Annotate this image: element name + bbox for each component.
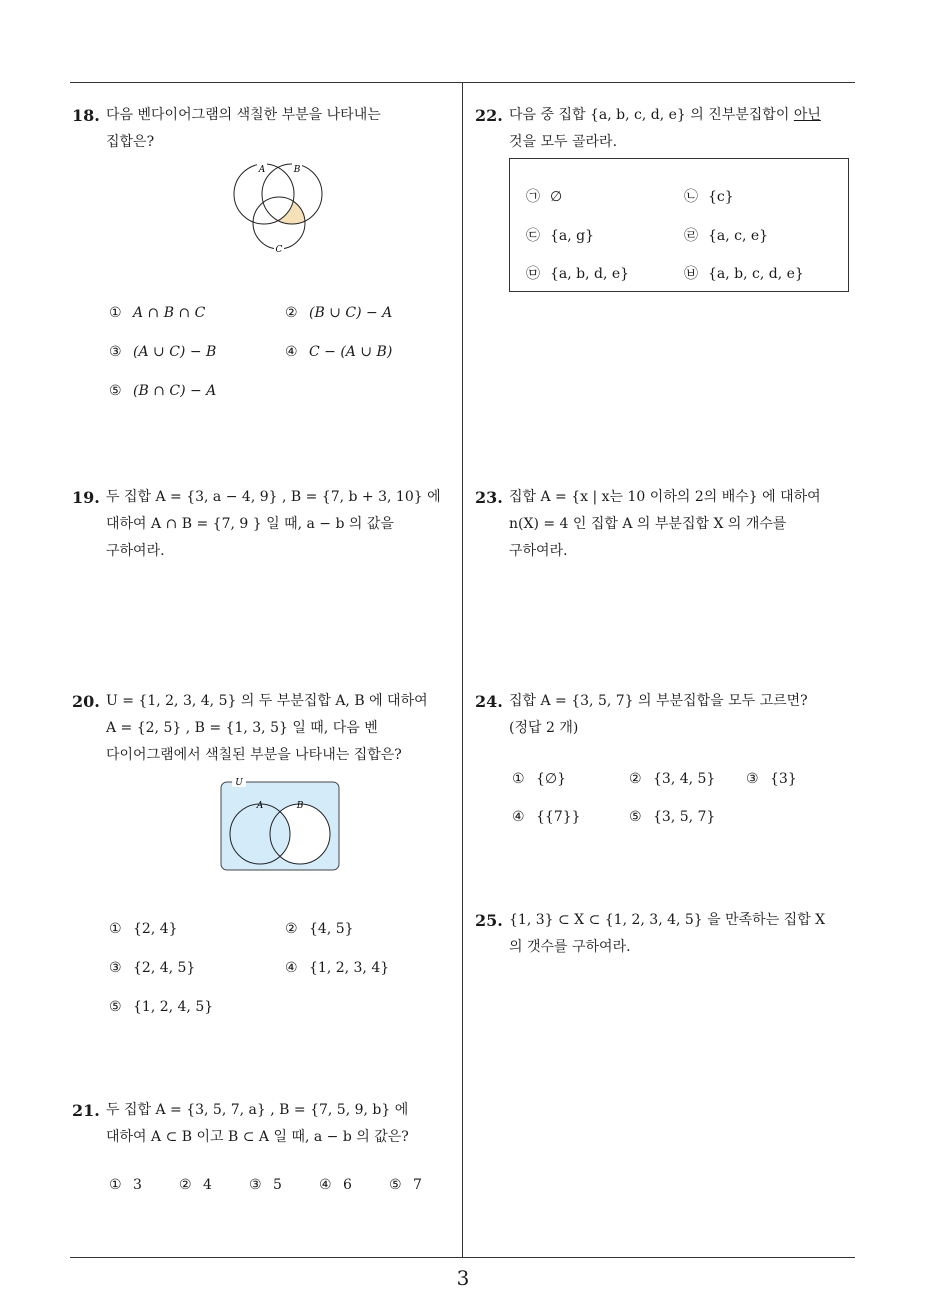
choice-5[interactable]: ㉤ {a, b, d, e} <box>526 266 630 282</box>
option-3[interactable]: ③ {3} <box>746 771 797 787</box>
question-stem: 다음 벤다이어그램의 색칠한 부분을 나타내는 집합은? <box>106 107 381 150</box>
option-5[interactable]: ⑤ 7 <box>389 1177 422 1193</box>
option-4[interactable]: ④ {{7}} <box>512 809 581 825</box>
choice-6[interactable]: ㉥ {a, b, c, d, e} <box>684 266 804 282</box>
venn-diagram-abc <box>232 160 332 258</box>
label-a: A <box>256 801 264 811</box>
choice-2[interactable]: ㉡ {c} <box>684 189 734 205</box>
option-1[interactable]: ① 3 <box>109 1177 142 1193</box>
question-stem: 집합 A = {3, 5, 7} 의 부분집합을 모두 고르면? (정답 2 개) <box>509 693 808 736</box>
label-a: A <box>258 165 266 175</box>
option-3[interactable]: ③ 5 <box>249 1177 282 1193</box>
question-stem: {1, 3} ⊂ X ⊂ {1, 2, 3, 4, 5} 을 만족하는 집합 X 의 갯수를 구하여라. <box>509 912 826 955</box>
option-2[interactable]: ② {3, 4, 5} <box>629 771 716 787</box>
question-number: 24. <box>475 692 503 711</box>
column-divider <box>462 83 463 1257</box>
bottom-rule <box>70 1257 855 1258</box>
option-4[interactable]: ④ 6 <box>319 1177 352 1193</box>
venn-diagram-ab <box>218 776 342 874</box>
option-2[interactable]: ② (B ∪ C) − A <box>285 305 393 321</box>
question-number: 23. <box>475 488 503 507</box>
label-b: B <box>293 165 301 175</box>
option-4[interactable]: ④ C − (A ∪ B) <box>285 344 393 360</box>
option-2[interactable]: ② 4 <box>179 1177 212 1193</box>
question-number: 25. <box>475 911 503 930</box>
option-1[interactable]: ① {2, 4} <box>109 921 178 937</box>
question-number: 19. <box>72 488 100 507</box>
question-number: 21. <box>72 1101 100 1120</box>
option-3[interactable]: ③ (A ∪ C) − B <box>109 344 217 360</box>
option-4[interactable]: ④ {1, 2, 3, 4} <box>285 960 390 976</box>
option-3[interactable]: ③ {2, 4, 5} <box>109 960 196 976</box>
label-c: C <box>275 245 283 255</box>
option-5[interactable]: ⑤ {3, 5, 7} <box>629 809 716 825</box>
label-b: B <box>296 801 304 811</box>
question-number: 18. <box>72 106 100 125</box>
choice-1[interactable]: ㉠ ∅ <box>526 189 563 205</box>
page-number: 3 <box>456 1266 470 1290</box>
option-1[interactable]: ① A ∩ B ∩ C <box>109 305 206 321</box>
question-stem: U = {1, 2, 3, 4, 5} 의 두 부분집합 A, B 에 대하여 A = {2, 5} , B = {1, 3, 5} 일 때, 다음 벤 다이어그램에서 색칠된 부분을 나타내는 집합은? <box>106 693 428 763</box>
emphasis-not: 아닌 <box>793 107 821 123</box>
question-number: 20. <box>72 692 100 711</box>
question-number: 22. <box>475 106 503 125</box>
choice-4[interactable]: ㉣ {a, c, e} <box>684 228 769 244</box>
question-stem: 집합 A = {x | x는 10 이하의 2의 배수} 에 대하여 n(X) = 4 인 집합 A 의 부분집합 X 의 개수를 구하여라. <box>509 489 821 559</box>
option-2[interactable]: ② {4, 5} <box>285 921 354 937</box>
question-stem: 두 집합 A = {3, a − 4, 9} , B = {7, b + 3, 10} 에 대하여 A ∩ B = {7, 9 } 일 때, a − b 의 값을 구하여라. <box>106 489 441 559</box>
question-stem: 다음 중 집합 {a, b, c, d, e} 의 진부분집합이 아닌 것을 모두 골라라. <box>509 107 821 150</box>
option-1[interactable]: ① {∅} <box>512 771 567 787</box>
option-5[interactable]: ⑤ (B ∩ C) − A <box>109 383 217 399</box>
question-stem: 두 집합 A = {3, 5, 7, a} , B = {7, 5, 9, b} 에 대하여 A ⊂ B 이고 B ⊂ A 일 때, a − b 의 값은? <box>106 1102 409 1145</box>
label-u: U <box>235 778 243 788</box>
choice-3[interactable]: ㉢ {a, g} <box>526 228 595 244</box>
option-5[interactable]: ⑤ {1, 2, 4, 5} <box>109 999 214 1015</box>
